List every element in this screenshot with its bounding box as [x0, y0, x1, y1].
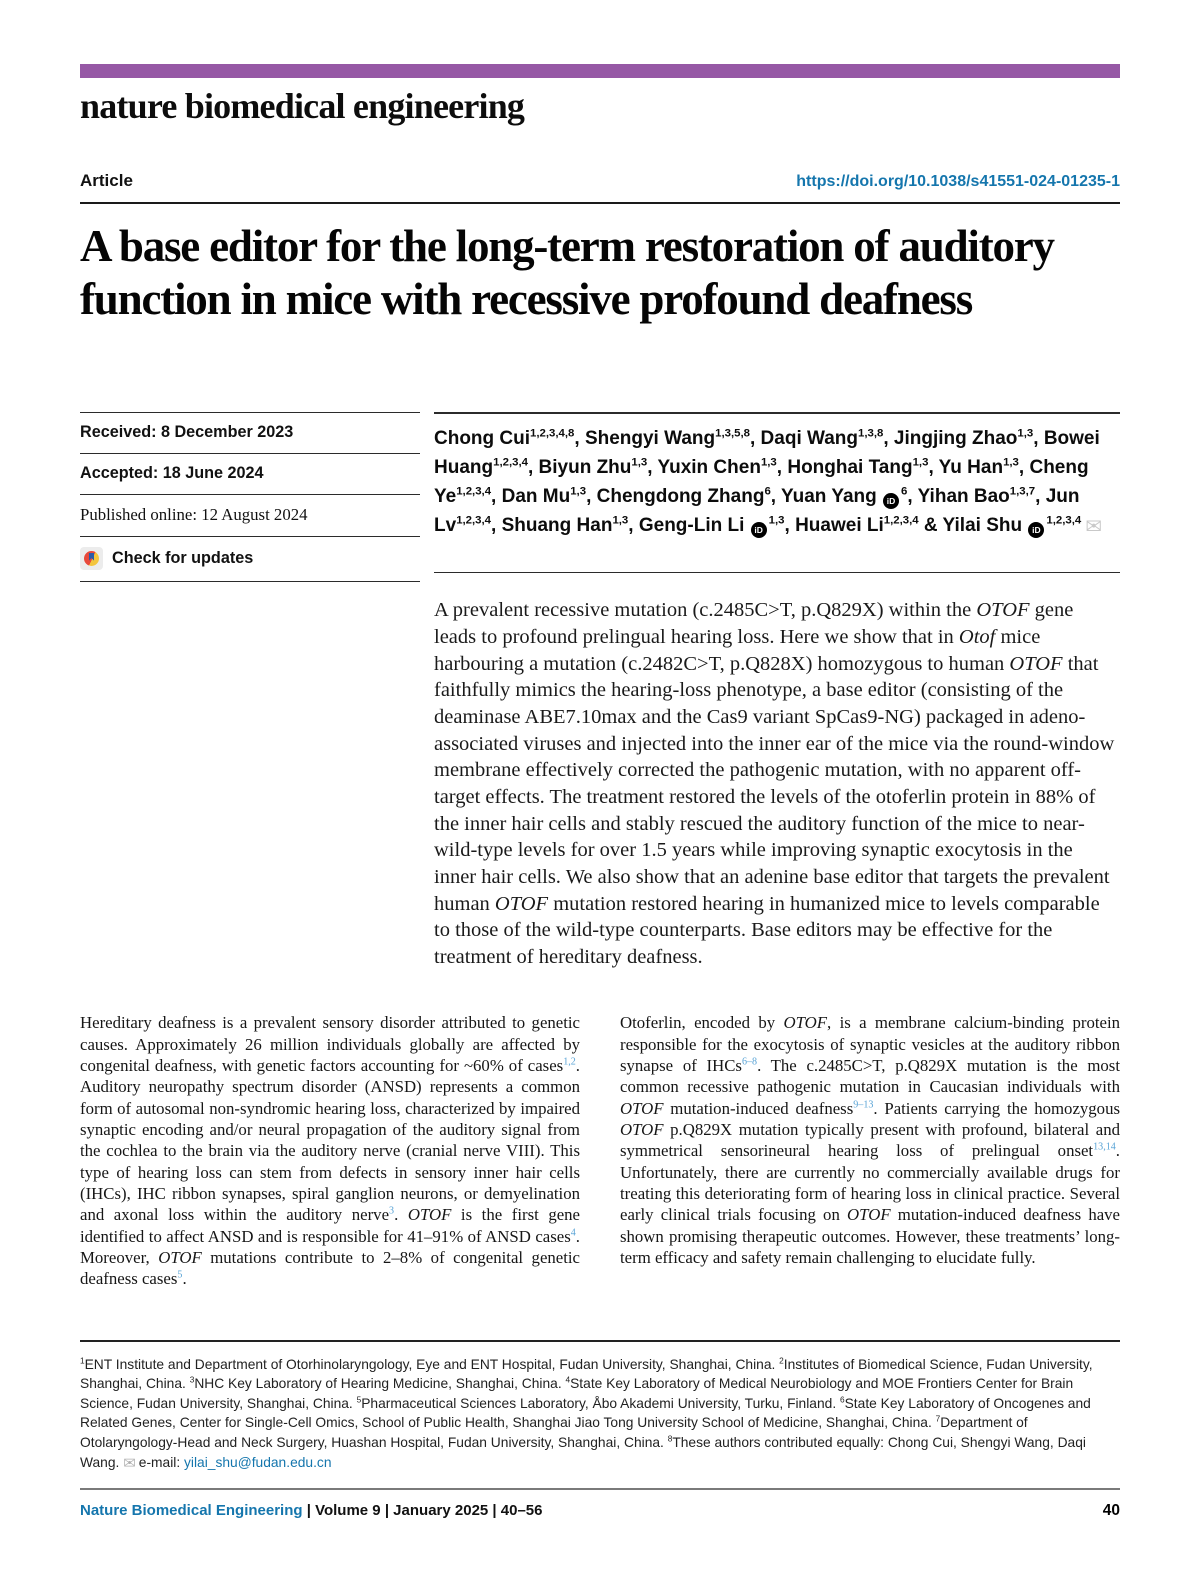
text-run: Yu Han — [938, 456, 1004, 478]
abstract-text — [434, 572, 1120, 970]
text-run: that faithfully mimics the hearing-loss phenotype, a base editor (consisting of the deaminase ABE7.10max and the Cas9 variant SpCas9-NG) packaged in adeno-associated viruses and injected into the inner ear of the mice via the round-window membrane effectively corrected the pathogenic mutation, with no apparent off-target effects. The treatment restored the levels of the otoferlin protein in 88% of the inner hair cells and stably rescued the auditory function of the mice to near-wild-type levels for over 1.5 years while improving synaptic exocytosis in the inner hair cells. We also show that an adenine base editor that targets the prevalent human — [434, 652, 1115, 915]
text-run: Yuan Yang — [781, 485, 883, 507]
author-list — [434, 412, 1120, 543]
text-run: Jingjing Zhao — [893, 427, 1018, 449]
text-run: 1,3 — [612, 514, 629, 527]
text-run: , — [1035, 485, 1046, 507]
orcid-icon[interactable]: iD — [1028, 522, 1044, 538]
email-icon: ✉ — [123, 1454, 136, 1472]
text-run: 1,2,3,4 — [493, 456, 528, 469]
article-type-label: Article — [80, 171, 133, 191]
text-run: Huawei Li — [795, 514, 884, 536]
text-run: 8 — [667, 1434, 673, 1444]
doi-link[interactable]: https://doi.org/10.1038/s41551-024-01235-1 — [796, 173, 1120, 191]
text-run: 1,3,8 — [858, 427, 884, 440]
text-run: , — [928, 456, 939, 478]
text-run: Hereditary deafness is a prevalent sensory disorder attributed to genetic causes. Approximately 26 million individuals globally are affected by congenital deafness, with genetic factors accounting for ~60% of cases — [80, 1013, 580, 1076]
text-run: OTOF — [407, 1205, 452, 1225]
text-run: State Key Laboratory of Oncogenes and Related Genes, Center for Single-Cell Omics, School of Public Health, Shanghai Jiao Tong University School of Medicine, Shanghai, China. — [80, 1395, 1091, 1431]
text-run: 4 — [565, 1375, 571, 1385]
body-left-column — [80, 1012, 580, 1289]
text-run: 5 — [356, 1395, 362, 1405]
body-right-column — [620, 1012, 1120, 1289]
text-run: mutation-induced deafness — [663, 1098, 854, 1118]
text-run: 6 — [901, 485, 908, 498]
text-run: 4 — [570, 1227, 576, 1239]
text-run: Dan Mu — [501, 485, 571, 507]
text-run: 1,3 — [631, 456, 648, 469]
text-run: Jun Lv — [434, 485, 1080, 536]
article-dates-sidebar — [80, 412, 420, 971]
text-run: 1,3,7 — [1009, 485, 1036, 498]
page-title: A base editor for the long-term restoration of auditory function in mice with recessive profound deafness — [80, 221, 1054, 325]
text-run: 1,2,3,4 — [456, 514, 492, 527]
text-run: 1,2,3,4,8 — [530, 427, 575, 440]
text-run: , — [770, 485, 781, 507]
text-run: 6–8 — [741, 1056, 758, 1068]
text-run: 9–13 — [853, 1099, 874, 1111]
received-date-row — [80, 412, 420, 453]
affiliations-footnote — [80, 1340, 1120, 1474]
text-run: These authors contributed equally: Chong Cui, Shengyi Wang, Daqi Wang. — [80, 1435, 1086, 1470]
text-run: gene leads to profound prelingual hearing loss. Here we show that in — [434, 599, 1074, 649]
author-abstract-column — [434, 412, 1120, 971]
text-run: , — [1018, 456, 1030, 478]
text-run: 1,2,3,4 — [456, 485, 492, 498]
text-run: 6 — [840, 1395, 845, 1405]
text-run: 1,3 — [1003, 456, 1019, 469]
text-run: . Auditory neuropathy spectrum disorder (ANSD) represents a common form of autosomal non-syndromic hearing loss, characterized by impaired synaptic encoding and/or neural propagation of the auditory signal from the cochlea to the brain via the auditory nerve (cranial nerve VIII). This type of hearing loss can stem from defects in sensory inner hair cells (IHCs), IHC ribbon synapses, spiral ganglion neurons, or demyelination and axonal loss within the auditory nerve — [80, 1056, 580, 1225]
text-run: 1,3 — [912, 456, 929, 469]
text-run: A prevalent recessive mutation (c.2485C>T, p.Q829X) within the — [434, 599, 977, 622]
footer-citation — [80, 1502, 543, 1519]
text-run: , — [491, 514, 502, 536]
text-run: OTOF — [158, 1248, 202, 1268]
text-run: 3 — [389, 1205, 395, 1217]
header-grid — [80, 412, 1120, 971]
text-run: Pharmaceutical Sciences Laboratory, Åbo Akademi University, Turku, Finland. — [361, 1395, 840, 1411]
text-run: . — [394, 1205, 408, 1225]
text-run: OTOF — [494, 892, 549, 915]
text-run: mice harbouring a mutation (c.2482C>T, p.Q828X) homozygous to human — [434, 626, 1041, 675]
text-run: , — [776, 456, 788, 478]
email-icon: ✉ — [1085, 515, 1102, 538]
text-run: Geng-Lin Li — [638, 514, 750, 536]
text-run: 1,3 — [1017, 427, 1034, 440]
accepted-date: Accepted: 18 June 2024 — [80, 463, 264, 482]
journal-masthead: nature biomedical engineering — [80, 86, 525, 126]
text-run: Chong Cui — [434, 427, 531, 449]
text-run: OTOF — [847, 1205, 891, 1225]
body-text-columns — [80, 1012, 1120, 1289]
text-run: . Unfortunately, there are currently no commercially available drugs for treating this deteriorating form of hearing loss in clinical practice. Several early clinical trials focusing on — [620, 1141, 1120, 1225]
text-run: mutation-induced deafness have shown promising therapeutic outcomes. However, these treatments’ long-term efficacy and safety remain challenging to elucidate fully. — [620, 1205, 1120, 1268]
text-run: . Moreover, — [80, 1226, 580, 1268]
text-link[interactable]: yilai_shu@fudan.edu.cn — [184, 1454, 332, 1470]
text-run: Yihan Bao — [917, 485, 1010, 507]
text-run: mutation restored hearing in humanized mice to levels comparable to those of the wild-type counterparts. Base editors may be effective for the treatment of hereditary deafness. — [434, 892, 1100, 968]
text-run: , — [491, 485, 502, 507]
text-run: Otoferlin, encoded by — [620, 1013, 784, 1033]
text-run: Biyun Zhu — [538, 456, 632, 478]
text-run: , — [883, 427, 894, 449]
text-run: , — [1033, 427, 1044, 449]
text-run: State Key Laboratory of Medical Neurobiology and MOE Frontiers Center for Brain Science, Fudan University, Shanghai, China. — [80, 1376, 1074, 1411]
text-run: 1,3 — [570, 485, 587, 498]
text-run: e-mail: — [138, 1454, 185, 1470]
text-run: 7 — [935, 1414, 941, 1424]
text-run: . Patients carrying the homozygous — [873, 1098, 1120, 1118]
text-run: 2 — [779, 1356, 784, 1366]
published-date-row — [80, 494, 420, 536]
accepted-date-row — [80, 453, 420, 494]
text-run: , — [784, 514, 796, 536]
orcid-icon[interactable]: iD — [883, 493, 899, 509]
text-run: , — [527, 456, 539, 478]
text-run: 3 — [189, 1375, 195, 1385]
text-run: 1,2,3,4 — [883, 514, 919, 527]
text-run: , — [574, 427, 585, 449]
published-date: Published online: 12 August 2024 — [80, 504, 308, 524]
text-run: Cheng Ye — [434, 456, 1089, 507]
text-run: p.Q829X mutation typically present with profound, bilateral and symmetrical sensorineural hearing loss of prelingual onset — [620, 1120, 1120, 1161]
text-run: Department of Otolaryngology-Head and Neck Surgery, Huashan Hospital, Fudan University, Shanghai, China. — [80, 1415, 1028, 1450]
text-run: & — [918, 514, 943, 536]
text-run: is the first gene identified to affect ANSD and is responsible for 41–91% of ANSD cases — [80, 1205, 581, 1246]
text-run: 1 — [80, 1356, 85, 1366]
text-run: 5 — [177, 1269, 183, 1281]
text-run: Yuxin Chen — [657, 456, 761, 478]
text-run: Otof — [958, 626, 996, 649]
text-run: , — [907, 485, 918, 507]
text-run: ENT Institute and Department of Otorhinolaryngology, Eye and ENT Hospital, Fudan University, Shanghai, China. — [84, 1356, 780, 1372]
page-footer — [80, 1488, 1120, 1520]
text-run: . — [182, 1269, 187, 1289]
text-run: | Volume 9 | January 2025 | 40–56 — [302, 1501, 543, 1519]
text-run: , — [628, 514, 639, 536]
page-number: 40 — [1102, 1501, 1120, 1519]
text-run: OTOF — [620, 1120, 664, 1140]
text-run: Shengyi Wang — [584, 427, 716, 449]
received-date: Received: 8 December 2023 — [80, 422, 294, 441]
text-run: OTOF — [1009, 652, 1063, 675]
text-run: OTOF — [976, 599, 1030, 622]
crossmark-icon — [80, 547, 103, 570]
text-run: 1,2,3,4 — [1046, 514, 1082, 527]
text-run: NHC Key Laboratory of Hearing Medicine, Shanghai, China. — [194, 1376, 566, 1392]
check-for-updates-label: Check for updates — [112, 548, 254, 567]
text-run: , — [586, 485, 597, 507]
text-run: mutations contribute to 2–8% of congenital genetic deafness cases — [80, 1248, 581, 1289]
text-run: Shuang Han — [501, 514, 613, 536]
orcid-icon[interactable]: iD — [751, 522, 767, 538]
text-run: Bowei Huang — [434, 427, 1100, 478]
text-run: OTOF — [620, 1098, 664, 1118]
text-run: Yilai Shu — [942, 514, 1028, 536]
text-run: 1,3,5,8 — [715, 427, 750, 440]
text-run: 1,3 — [760, 456, 777, 469]
text-link[interactable]: Nature Biomedical Engineering — [80, 1501, 303, 1519]
text-run: , is a membrane calcium-binding protein responsible for the exocytosis of synaptic vesicles at the auditory ribbon synapse of IHCs — [620, 1013, 1120, 1076]
text-run: Institutes of Biomedical Science, Fudan University, Shanghai, China. — [80, 1356, 1093, 1392]
check-for-updates-row[interactable] — [80, 536, 420, 582]
text-run: Chengdong Zhang — [596, 485, 765, 507]
text-run: , — [749, 427, 761, 449]
text-run: Honghai Tang — [787, 456, 913, 478]
article-header-row — [80, 171, 1120, 204]
text-run: Daqi Wang — [760, 427, 859, 449]
text-run: , — [647, 456, 658, 478]
text-run: 1,3 — [768, 514, 785, 527]
journal-brand-bar — [80, 64, 1120, 78]
text-run: 13,14 — [1093, 1141, 1116, 1153]
text-run: 6 — [764, 485, 771, 498]
text-run: 1,2 — [563, 1056, 576, 1068]
text-run: . The c.2485C>T, p.Q829X mutation is the most common recessive pathogenic mutation in Caucasian individuals with — [620, 1056, 1120, 1097]
text-run: OTOF — [783, 1013, 828, 1033]
